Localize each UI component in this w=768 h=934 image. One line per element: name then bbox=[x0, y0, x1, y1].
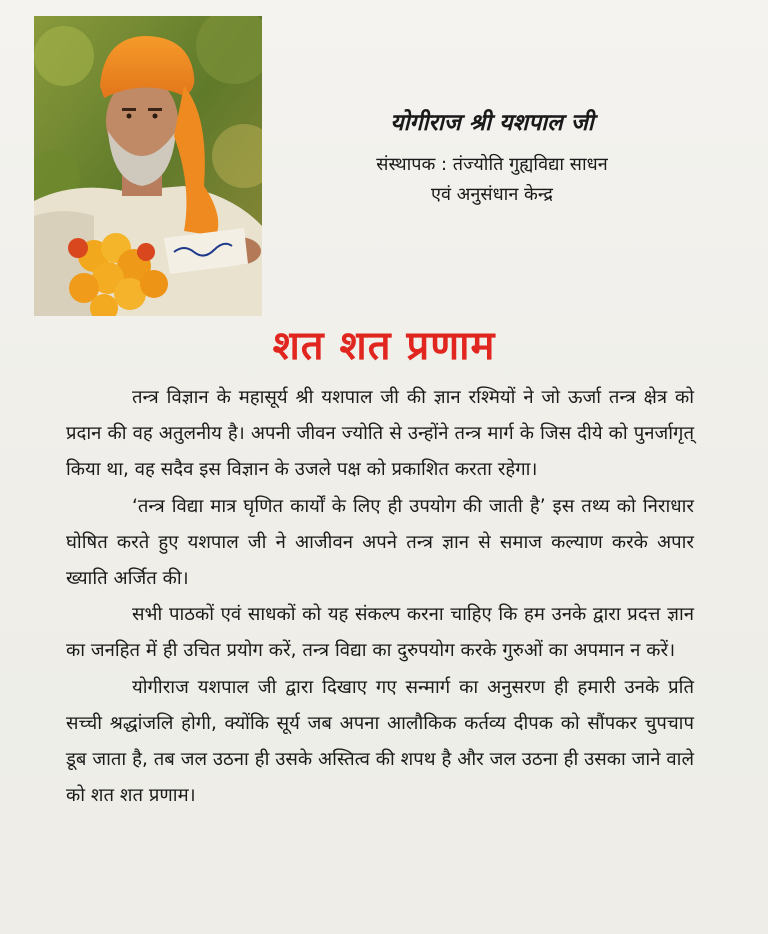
paragraph: तन्त्र विज्ञान के महासूर्य श्री यशपाल जी की ज्ञान रश्मियों ने जो ऊर्जा तन्त्र क्षेत्र को प्रदान की वह अतुलनीय है। अपनी जीवन ज्योति से उन्होंने तन्त्र मार्ग के जिस दीये को पुनर्जागृत् किया था, वह सदैव इस विज्ञान के उजले पक्ष को प्रकाशित करता रहेगा। bbox=[66, 387, 694, 481]
author-name: योगीराज श्री यशपाल जी bbox=[390, 110, 594, 136]
subtitle-line-2: एवं अनुसंधान केन्द्र bbox=[431, 184, 553, 205]
paragraph: ‘तन्त्र विद्या मात्र घृणित कार्यों के लिए ही उपयोग की जाती है’ इस तथ्य को निराधार घोषित करते हुए यशपाल जी ने आजीवन अपने तन्त्र ज्ञान से समाज कल्याण करके अपार ख्याति अर्जित की। bbox=[66, 495, 694, 590]
paragraph: योगीराज यशपाल जी द्वारा दिखाए गए सन्मार्ग का अनुसरण ही हमारी उनके प्रति सच्ची श्रद्धांजलि होगी, क्योंकि सूर्य जब अपना आलौकिक कर्तव्य दीपक को सौंपकर चुपचाप डूब जाता है, तब जल उठना ही उसके अस्तित्व की शपथ है और जल उठना ही उसका जाने वाले को शत शत प्रणाम। bbox=[66, 676, 694, 807]
portrait-photo bbox=[34, 16, 262, 316]
subtitle-line-1: संस्थापक : तंज्योति गुह्यविद्या साधन bbox=[376, 154, 608, 175]
article-body bbox=[66, 380, 694, 814]
page-heading: शत शत प्रणाम bbox=[272, 323, 496, 369]
portrait-image bbox=[34, 16, 262, 316]
title-block bbox=[282, 108, 702, 210]
paragraph: सभी पाठकों एवं साधकों को यह संकल्प करना चाहिए कि हम उनके द्वारा प्रदत्त ज्ञान का जनहित में ही उचित प्रयोग करें, तन्त्र विद्या का दुरुपयोग करके गुरुओं का अपमान न करें। bbox=[66, 604, 694, 662]
